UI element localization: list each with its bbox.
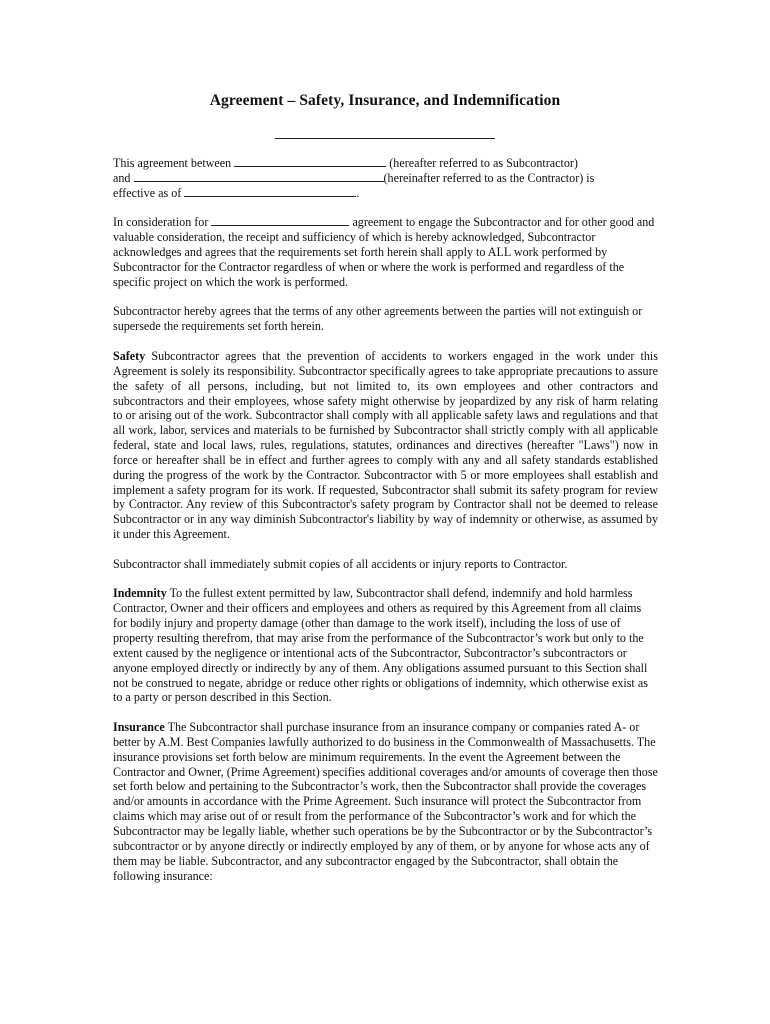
intro-line-3 xyxy=(113,186,658,201)
document-body xyxy=(113,156,658,898)
consideration-text: agreement to engage the Subcontractor and for other good and valuable consideration, the receipt and sufficiency of which is hereby acknowledged, Subcontractor acknowledges and agrees that the requirements set forth herein shall apply to ALL work performed by Subcontractor for the Contractor regardless of when or where the work is performed and regardless of the specific project on which the work is performed. xyxy=(113,215,655,289)
document-title: Agreement – Safety, Insurance, and Indemnification xyxy=(209,92,561,109)
intro-text: . xyxy=(356,185,360,200)
consideration-paragraph xyxy=(113,215,658,289)
intro-line-2 xyxy=(113,171,658,186)
intro-text: (hereinafter referred to as the Contractor) is xyxy=(383,170,595,185)
insurance-paragraph xyxy=(113,720,658,883)
subcontractor-name-blank[interactable] xyxy=(234,156,386,167)
insurance-heading: Insurance xyxy=(113,720,165,735)
intro-text: This agreement between xyxy=(113,156,232,170)
effective-date-blank[interactable] xyxy=(184,186,356,197)
title-underline xyxy=(275,138,495,139)
intro-text: (hereafter referred to as Subcontractor) xyxy=(389,156,578,170)
insurance-text: The Subcontractor shall purchase insurance from an insurance company or companies rated A- or better by A.M. Best Companies lawfully authorized to do business in the Commonwealth of Massachusetts. The insurance provisions set forth below are minimum requirements. In the event the Agreement between the Contractor and Owner, (Prime Agreement) specifies additional coverages and/or amounts of coverage then those set forth below and pertaining to the Subcontractor’s work, then the Subcontractor shall provide the coverages and/or amounts in accordance with the Prime Agreement. Such insurance will protect the Subcontractor from claims which may arise out of or result from the performance of the Subcontractor’s work and for which the Subcontractor may be legally liable, whether such operations be by the Subcontractor or by the Subcontractor’s subcontractor or by anyone directly or indirectly employed by any of them, or by anyone for whose acts any of them may be liable. Subcontractor, and any subcontractor engaged by the Subcontractor, shall obtain the following insurance: xyxy=(113,720,658,883)
intro-line-1 xyxy=(113,156,658,171)
intro-paragraph xyxy=(113,156,658,201)
intro-text: effective as of xyxy=(113,185,182,200)
indemnity-heading: Indemnity xyxy=(113,586,167,601)
contractor-name-blank[interactable] xyxy=(134,171,384,182)
safety-paragraph xyxy=(113,349,658,542)
consideration-text: In consideration for xyxy=(113,215,209,230)
safety-heading: Safety xyxy=(113,348,146,363)
consideration-blank[interactable] xyxy=(211,215,349,226)
intro-text: and xyxy=(113,170,131,185)
indemnity-text: To the fullest extent permitted by law, Subcontractor shall defend, indemnify and hold harmless Contractor, Owner and their officers and employees and others as required by this Agreement from all claims for bodily injury and property damage (other than damage to the work itself), including the loss of use of property resulting therefrom, that may arise from the performance of the Subcontractor’s work but only to the extent caused by the negligence or intentional acts of the Subcontractor, Subcontractor’s subcontractors or anyone employed directly or indirectly by any of them. Any obligations assumed pursuant to this Section shall not be construed to negate, abridge or reduce other rights or obligations of indemnity, which otherwise exist as to a party or person described in this Section. xyxy=(113,586,648,705)
indemnity-paragraph xyxy=(113,586,658,705)
other-agreements-paragraph: Subcontractor hereby agrees that the terms of any other agreements between the parties will not extinguish or supersede the requirements set forth herein. xyxy=(113,304,643,334)
reports-paragraph: Subcontractor shall immediately submit copies of all accidents or injury reports to Contractor. xyxy=(113,556,568,571)
safety-text: Subcontractor agrees that the prevention of accidents to workers engaged in the work under this Agreement is solely its responsibility. Subcontractor specifically agrees to take appropriate precautions to assure the safety of all persons, including, but not limited to, its own employees and other contractors and subcontractors and their employees, whose safety might otherwise by jeopardized by any risk of harm relating to or arising out of the work. Subcontractor shall comply with all applicable safety laws and regulations and that all work, labor, services and materials to be furnished by Subcontractor shall strictly comply with all applicable federal, state and local laws, rules, regulations, statutes, ordinances and directives (hereafter "Laws") now in force or hereafter shall be in effect and further agrees to comply with any and all safety standards established during the progress of the work by the Contractor. Subcontractor with 5 or more employees shall establish and implement a safety program for its work. If requested, Subcontractor shall submit its safety program for review by Contractor. Any review of this Subcontractor's safety program by Contractor shall not be deemed to release Subcontractor or in any way diminish Subcontractor's liability by way of indemnity or otherwise, as assumed by it under this Agreement. xyxy=(113,348,658,542)
